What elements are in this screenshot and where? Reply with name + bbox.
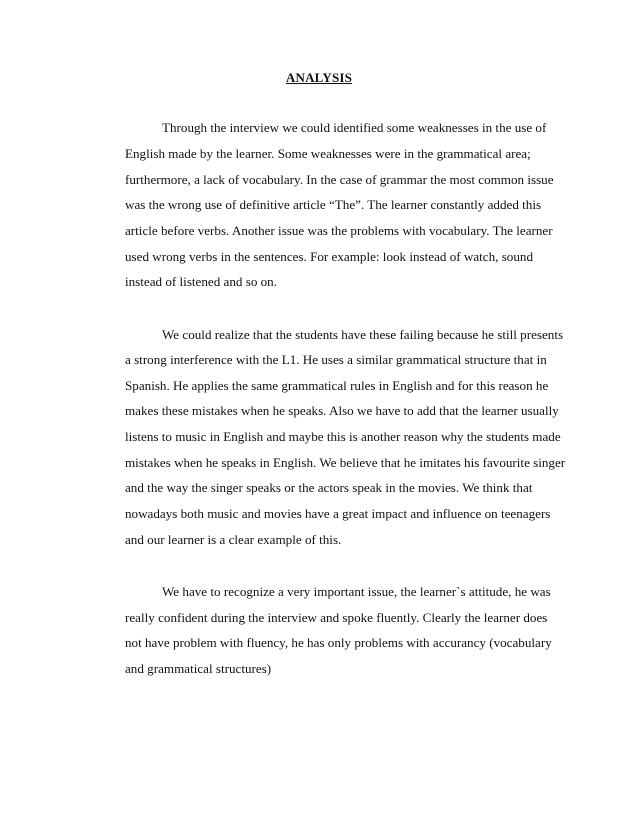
paragraph-3-line-3: not have problem with fluency, he has only problems with accurancy (vocabulary (125, 635, 552, 650)
paragraph-2-line-8: nowadays both music and movies have a great impact and influence on teenagers (125, 506, 551, 521)
page-title: ANALYSIS (285, 70, 353, 85)
paragraph-2-line-7: and the way the singer speaks or the actors speak in the movies. We think that (125, 480, 533, 495)
paragraph-3-line-1: We have to recognize a very important issue, the learner`s attitude, he was (162, 584, 551, 599)
paragraph-1-line-4: was the wrong use of definitive article “The”. The learner constantly added this (125, 197, 542, 212)
paragraph-1-line-5: article before verbs. Another issue was the problems with vocabulary. The learner (125, 223, 553, 238)
paragraph-2-line-1: We could realize that the students have these failing because he still presents (162, 327, 564, 342)
paragraph-3-line-4: and grammatical structures) (125, 661, 272, 676)
paragraph-1-line-6: used wrong verbs in the sentences. For example: look instead of watch, sound (125, 249, 533, 264)
paragraph-2-line-4: makes these mistakes when he speaks. Also we have to add that the learner usually (125, 403, 559, 418)
paragraph-1-line-7: instead of listened and so on. (125, 274, 278, 289)
paragraph-2-line-5: listens to music in English and maybe this is another reason why the students made (125, 429, 561, 444)
paragraph-1-line-1: Through the interview we could identified some weaknesses in the use of (162, 120, 547, 135)
paragraph-3-line-2: really confident during the interview and spoke fluently. Clearly the learner does (125, 610, 548, 625)
paragraph-1-line-2: English made by the learner. Some weaknesses were in the grammatical area; (125, 146, 531, 161)
paragraph-2-line-9: and our learner is a clear example of this. (125, 532, 342, 547)
paragraph-2-line-6: mistakes when he speaks in English. We believe that he imitates his favourite singer (125, 455, 566, 470)
paragraph-2-line-2: a strong interference with the L1. He uses a similar grammatical structure that in (125, 352, 547, 367)
paragraph-1-line-3: furthermore, a lack of vocabulary. In the case of grammar the most common issue (125, 172, 554, 187)
paragraph-2-line-3: Spanish. He applies the same grammatical rules in English and for this reason he (125, 378, 549, 393)
